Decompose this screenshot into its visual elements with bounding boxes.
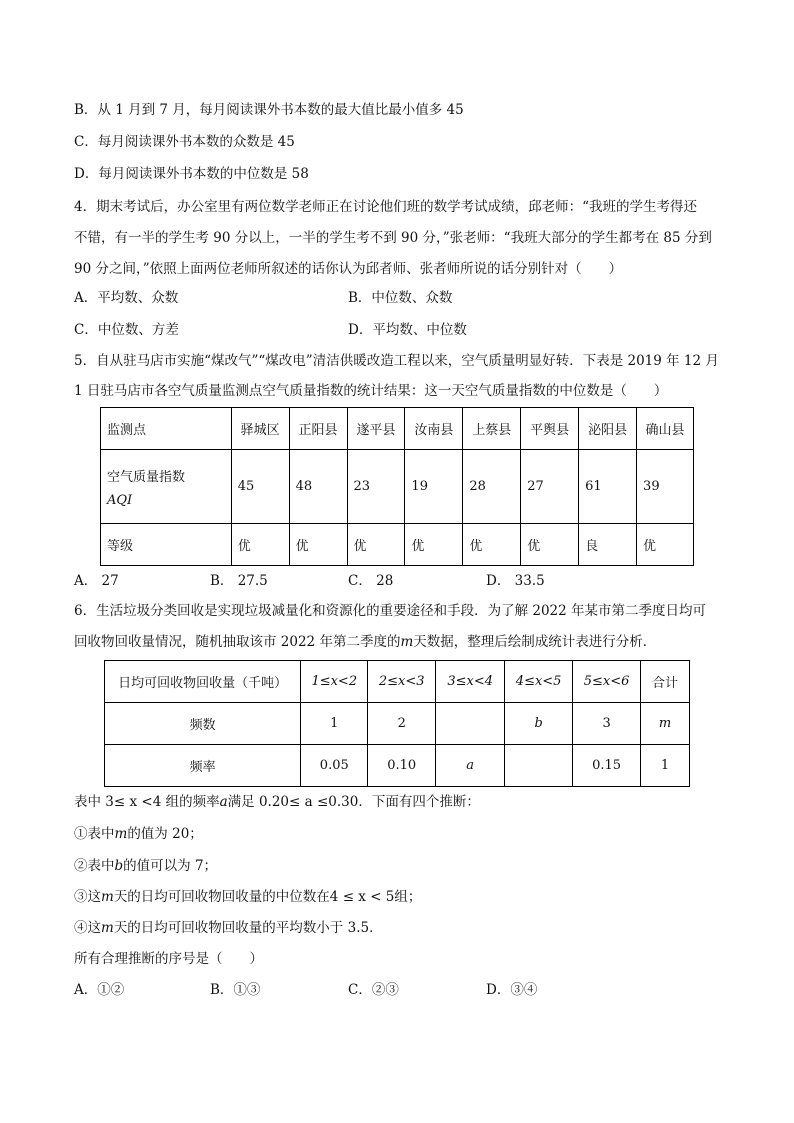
- q4-option-d: D．平均数、中位数: [348, 322, 467, 338]
- aqi-cell: 61: [579, 450, 637, 524]
- aqi-table-value-row: [101, 450, 694, 524]
- station-cell: 正阳县: [289, 408, 347, 450]
- q5-option-a: A． 27: [74, 573, 119, 589]
- q3-option-d: D．每月阅读课外书本数的中位数是 58: [74, 166, 309, 182]
- frequency-count-cell: b: [505, 703, 573, 745]
- q4-text-line-3: 90 分之间，”依照上面两位老师所叙述的话你认为邱者师、张者师所说的话分别针对（ ）: [74, 261, 623, 277]
- recycle-table-header-row: [105, 661, 690, 703]
- aqi-cell: 28: [463, 450, 521, 524]
- aqi-table-station-row: [101, 408, 694, 450]
- aqi-cell: 23: [347, 450, 405, 524]
- frequency-count-cell: 3: [573, 703, 641, 745]
- grade-cell: 优: [347, 524, 405, 566]
- inference-4: [74, 918, 383, 938]
- grade-cell: 优: [637, 524, 694, 566]
- frequency-count-cell: 2: [368, 703, 436, 745]
- inference-3: [74, 887, 421, 907]
- station-cell: 遂平县: [347, 408, 405, 450]
- recycle-header-cell: 合计: [641, 661, 690, 703]
- frequency-rate-cell: 1: [641, 745, 690, 787]
- inference-1-end: 的值为 20；: [127, 826, 203, 842]
- grade-cell: 良: [579, 524, 637, 566]
- frequency-count-row: [105, 703, 690, 745]
- aqi-header: [101, 450, 232, 524]
- q5-text-line-2: 1 日驻马店市各空气质量监测点空气质量指数的统计结果：这一天空气质量指数的中位数是（ ）: [74, 383, 668, 399]
- grade-cell: 优: [521, 524, 579, 566]
- q3-option-b: B．从 1 月到 7 月，每月阅读课外书本数的最大值比最小值多 45: [74, 102, 464, 118]
- frequency-rate-cell: 0.15: [573, 745, 641, 787]
- inference-2: [74, 856, 217, 876]
- inference-4-end: 天的日均可回收物回收量的平均数小于 3.5．: [113, 920, 383, 936]
- frequency-count-cell: 1: [301, 703, 368, 745]
- q5-option-b: B． 27.5: [210, 573, 268, 589]
- q6-option-c: C．②③: [348, 982, 399, 998]
- q5-option-d: D． 33.5: [486, 573, 545, 589]
- recycle-header-cell: 3≤x<4: [436, 661, 505, 703]
- station-cell: 确山县: [637, 408, 694, 450]
- aqi-cell: 27: [521, 450, 579, 524]
- q6-line-2-end: 天数据，整理后绘制成统计表进行分析．: [413, 634, 657, 650]
- recycle-header-cell: 1≤x<2: [301, 661, 368, 703]
- station-cell: 上蔡县: [463, 408, 521, 450]
- grade-cell: 优: [289, 524, 347, 566]
- aqi-cell: 48: [289, 450, 347, 524]
- variable-m: m: [101, 920, 114, 936]
- frequency-rate-cell: 0.10: [368, 745, 436, 787]
- q6-option-d: D．③④: [486, 982, 538, 998]
- station-cell: 平舆县: [521, 408, 579, 450]
- inference-2-start: ②表中: [74, 858, 115, 874]
- inference-4-start: ④这: [74, 920, 101, 936]
- recycle-header-cell: 4≤x<5: [505, 661, 573, 703]
- grade-cell: 优: [405, 524, 463, 566]
- q4-option-c: C．中位数、方差: [74, 322, 179, 338]
- aqi-cell: 45: [231, 450, 289, 524]
- frequency-rate-cell: [505, 745, 573, 787]
- grade-cell: 优: [231, 524, 289, 566]
- inference-2-end: 的值可以为 7；: [123, 858, 218, 874]
- q4-text-line-2: 不错，有一半的学生考 90 分以上，一半的学生考不到 90 分，”张老师：“我班大部分的学生都考在 85 分到: [74, 230, 712, 246]
- q4-text-line-1: 4．期末考试后，办公室里有两位数学老师正在讨论他们班的数学考试成绩，邱老师：“我班的学生考得还: [74, 199, 697, 215]
- frequency-rate-row: [105, 745, 690, 787]
- q6-text-line-2: [74, 632, 656, 652]
- aqi-table-grade-row: [101, 524, 694, 566]
- variable-a: a: [219, 794, 228, 810]
- aqi-cell: 39: [637, 450, 694, 524]
- station-header: 监测点: [101, 408, 232, 450]
- variable-m: m: [114, 826, 128, 842]
- q6-line-2-start: 回收物回收量情况，随机抽取该市 2022 年第二季度的: [74, 634, 401, 650]
- station-cell: 汝南县: [405, 408, 463, 450]
- grade-cell: 优: [463, 524, 521, 566]
- frequency-rate-cell: a: [436, 745, 505, 787]
- recycle-header-cell: 5≤x<6: [573, 661, 641, 703]
- q6-option-b: B．①③: [210, 982, 261, 998]
- q6-question: 所有合理推断的序号是（ ）: [74, 951, 263, 967]
- frequency-count-label: 频数: [105, 703, 301, 745]
- recycle-table: [104, 660, 690, 787]
- inference-1: [74, 824, 203, 844]
- q4-option-b: B．中位数、众数: [348, 290, 453, 306]
- station-cell: 驿城区: [231, 408, 289, 450]
- frequency-rate-cell: 0.05: [301, 745, 368, 787]
- aqi-header-text: 空气质量指数: [107, 469, 186, 485]
- q5-text-line-1: 5．自从驻马店市实施“煤改气”“煤改电”清洁供暖改造工程以来，空气质量明显好转．下表是 2019 年 12 月: [74, 353, 719, 369]
- variable-m: m: [101, 889, 114, 905]
- aqi-cell: 19: [405, 450, 463, 524]
- q6-text-line-1: 6．生活垃圾分类回收是实现垃圾减量化和资源化的重要途径和手段．为了解 2022 年某市第二季度日均可: [74, 603, 707, 619]
- variable-m: m: [400, 634, 414, 650]
- q3-option-c: C．每月阅读课外书本数的众数是 45: [74, 134, 295, 150]
- aqi-table: [100, 407, 694, 566]
- inference-3-start: ③这: [74, 889, 101, 905]
- inference-1-start: ①表中: [74, 826, 115, 842]
- q6-condition-end: 满足 0.20≤ a ≤0.30．下面有四个推断：: [227, 794, 480, 810]
- frequency-count-cell: [436, 703, 505, 745]
- grade-header: 等级: [101, 524, 232, 566]
- q6-condition-start: 表中 3≤ x <4 组的频率: [74, 794, 220, 810]
- frequency-rate-label: 频率: [105, 745, 301, 787]
- q5-option-c: C． 28: [348, 573, 394, 589]
- inference-3-end: 天的日均可回收物回收量的中位数在4 ≤ x < 5组；: [113, 889, 422, 905]
- q6-condition: [74, 792, 480, 812]
- q4-option-a: A．平均数、众数: [74, 290, 179, 306]
- frequency-count-cell: m: [641, 703, 690, 745]
- recycle-header-cell: 日均可回收物回收量（千吨）: [105, 661, 301, 703]
- q6-option-a: A．①②: [74, 982, 125, 998]
- recycle-header-cell: 2≤x<3: [368, 661, 436, 703]
- station-cell: 泌阳县: [579, 408, 637, 450]
- aqi-header-abbr: AQI: [107, 492, 133, 508]
- variable-b: b: [114, 858, 124, 874]
